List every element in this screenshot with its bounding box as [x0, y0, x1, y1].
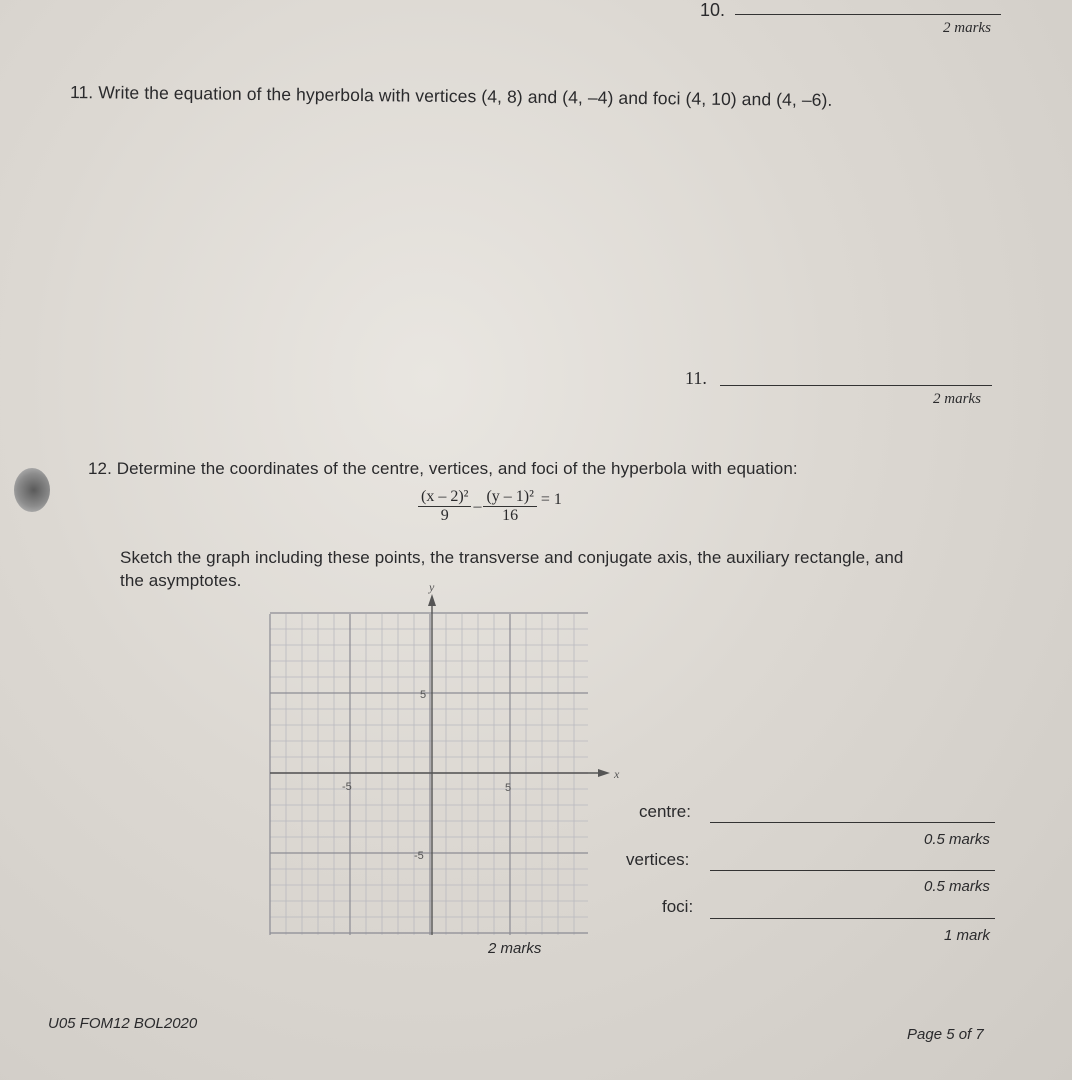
term2-denominator: 16	[502, 507, 519, 524]
vertices-answer-line[interactable]	[710, 870, 995, 871]
q10-marks: 2 marks	[943, 20, 991, 36]
centre-answer-line[interactable]	[710, 822, 995, 823]
q12-intro: 12. Determine the coordinates of the centre, vertices, and foci of the hyperbola with equation:	[88, 459, 798, 478]
x-axis-arrow-icon	[598, 769, 610, 777]
q12-equation	[418, 488, 562, 525]
foci-answer-line[interactable]	[710, 918, 995, 919]
y-tick-pos: 5	[420, 689, 427, 701]
equation-rhs: = 1	[540, 490, 562, 508]
y-axis-arrow-icon	[428, 594, 436, 606]
centre-label: centre:	[639, 802, 691, 821]
x-axis-label: x	[614, 767, 620, 781]
q10-answer-line[interactable]	[735, 14, 1001, 15]
vertices-label: vertices:	[626, 850, 690, 869]
centre-marks: 0.5 marks	[924, 831, 990, 848]
y-axis-label: y	[429, 580, 435, 594]
term2-numerator: (y – 1)²	[483, 488, 536, 507]
footer-code: U05 FOM12 BOL2020	[48, 1015, 198, 1032]
footer-page: Page 5 of 7	[907, 1026, 984, 1043]
grid-svg[interactable]	[262, 580, 632, 960]
y-tick-neg: -5	[414, 850, 424, 862]
q10-number: 10.	[700, 0, 726, 20]
vertices-marks: 0.5 marks	[924, 878, 990, 895]
x-tick-pos: 5	[505, 782, 512, 794]
q11-text: 11. Write the equation of the hyperbola with vertices (4, 8) and (4, –4) and foci (4, 10) and (4, –6).	[69, 82, 833, 110]
foci-label: foci:	[662, 897, 694, 916]
q11-marks: 2 marks	[933, 391, 981, 407]
q12-sketch-line1: Sketch the graph including these points, the transverse and conjugate axis, the auxiliary rectangle, and	[120, 548, 904, 567]
term1-numerator: (x – 2)²	[418, 488, 471, 507]
graph-marks: 2 marks	[488, 940, 542, 957]
x-tick-neg: -5	[342, 781, 352, 793]
q11-answer-line[interactable]	[720, 385, 992, 386]
foci-marks: 1 mark	[944, 927, 990, 944]
binder-hole	[14, 468, 50, 512]
minus-sign: –	[473, 497, 482, 515]
q11-answer-number: 11.	[685, 368, 707, 388]
coordinate-grid[interactable]	[262, 580, 632, 960]
q12-sketch-line2: the asymptotes.	[120, 571, 242, 590]
term1-denominator: 9	[440, 507, 449, 524]
